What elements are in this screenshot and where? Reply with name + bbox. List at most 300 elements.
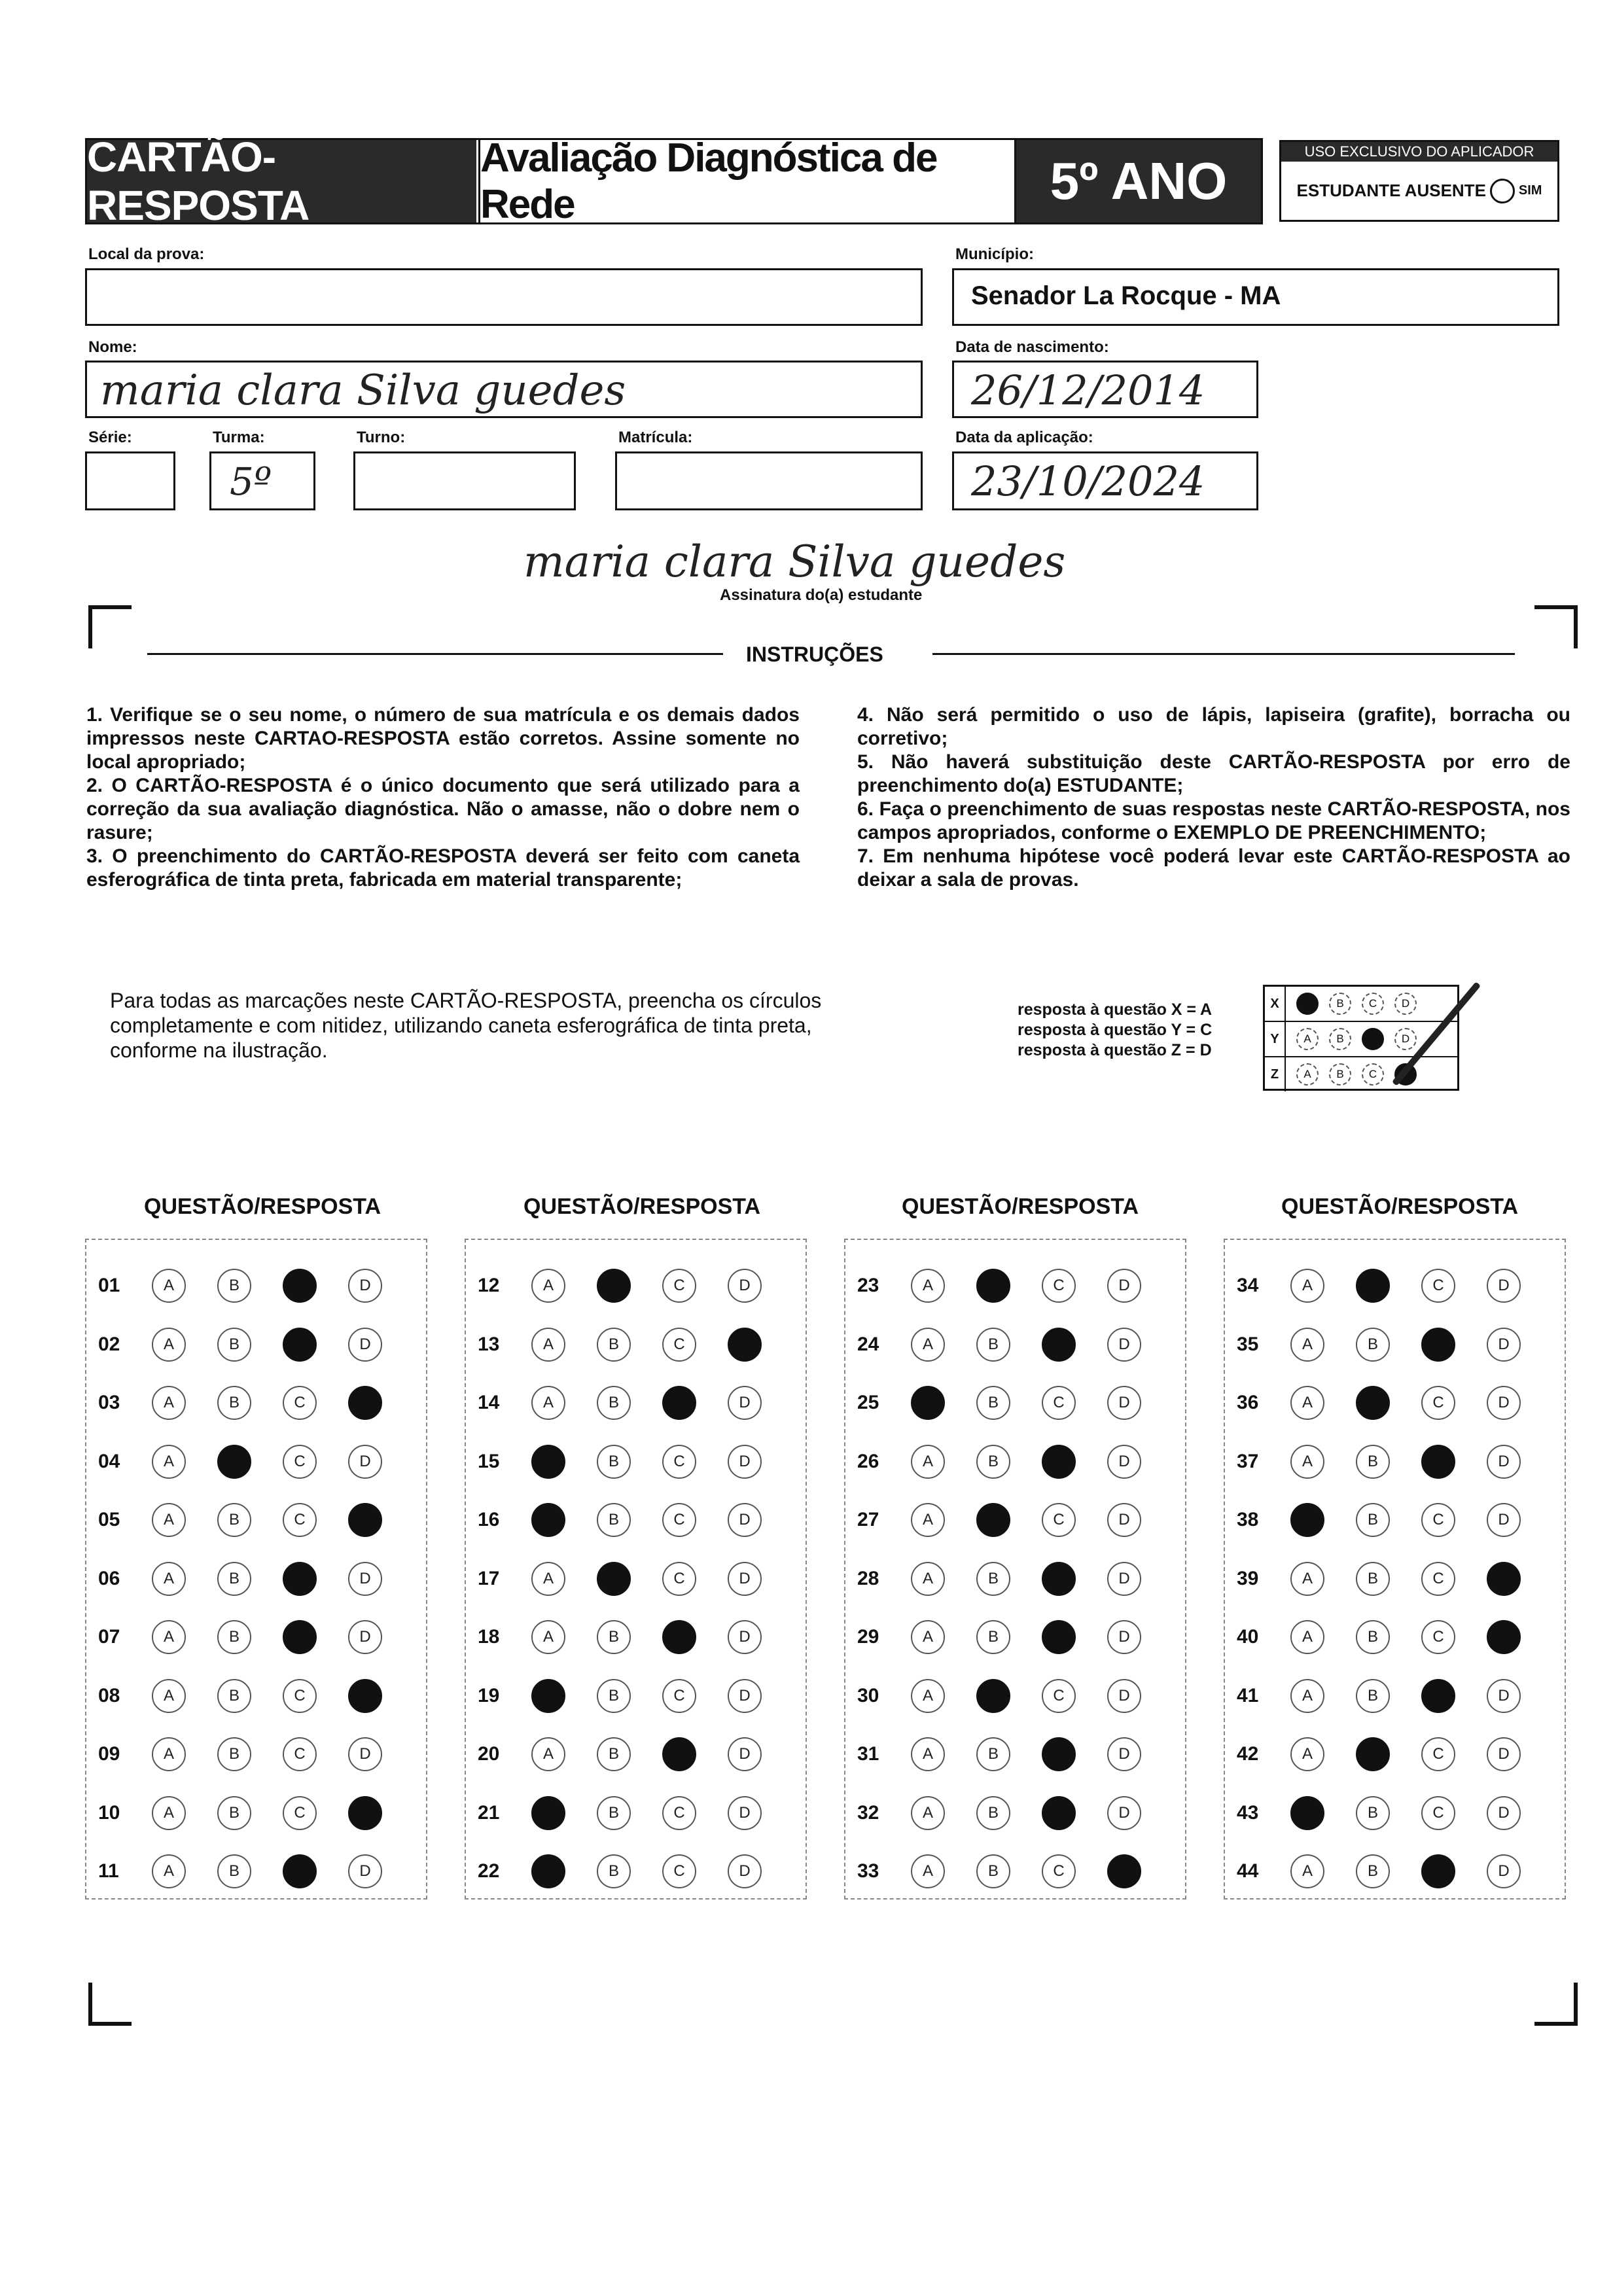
answer-bubble-c[interactable] [662,1620,696,1654]
answer-bubble-d[interactable]: D [728,1386,762,1420]
instruction-item: 4. Não será permitido o uso de lápis, lapiseira (grafite), borracha ou corretivo; [857,704,1570,749]
answer-bubble-a[interactable] [1290,1503,1324,1537]
question-row [1225,1852,1552,1891]
question-row [1225,1793,1552,1833]
answer-bubble-d[interactable]: D [1487,1796,1521,1830]
answer-bubble-d[interactable]: D [348,1854,382,1888]
answer-bubble-a[interactable]: A [152,1269,186,1303]
question-number: 33 [857,1860,879,1882]
instruction-item: 6. Faça o preenchimento de suas respostas neste CARTÃO-RESPOSTA, nos campos apropriados, conforme o EXEMPLO DE PREENCHIMENTO; [857,798,1570,843]
answer-bubble-d[interactable]: D [1107,1445,1141,1479]
answer-bubble-d[interactable]: D [1487,1269,1521,1303]
answer-bubble-d[interactable]: D [1107,1620,1141,1654]
answer-bubble-d[interactable] [728,1328,762,1362]
instruction-item: 1. Verifique se o seu nome, o número de sua matrícula e os demais dados impressos neste CARTAO-RESPOSTA estão corretos. Assine somente no local apropriado; [86,704,800,773]
question-number: 21 [478,1801,500,1824]
question-number: 19 [478,1684,500,1706]
answer-bubble-c[interactable] [662,1737,696,1771]
question-row [845,1559,1173,1598]
answer-bubble-b[interactable]: B [976,1737,1010,1771]
answer-bubble-a[interactable]: A [152,1679,186,1713]
answer-bubble-b[interactable] [976,1269,1010,1303]
answer-bubble-b[interactable]: B [217,1620,251,1654]
answer-bubble-a[interactable]: A [1290,1445,1324,1479]
answer-bubble-d[interactable]: D [1107,1328,1141,1362]
answer-bubble-a[interactable]: A [911,1328,945,1362]
corner-mark-bottom-left [88,1983,132,2026]
answer-bubble-d[interactable] [348,1503,382,1537]
answer-bubble-c[interactable] [1042,1620,1076,1654]
question-row [86,1500,414,1540]
answer-bubble-a[interactable] [531,1854,565,1888]
answer-bubble-a[interactable]: A [911,1562,945,1596]
answer-bubble-b[interactable]: B [597,1445,631,1479]
answer-bubble-c[interactable] [1421,1679,1455,1713]
question-number: 17 [478,1567,500,1589]
answer-bubble-b[interactable] [217,1445,251,1479]
answer-bubble-a[interactable]: A [152,1328,186,1362]
answer-bubble-b[interactable]: B [217,1269,251,1303]
answer-bubble-d[interactable]: D [1487,1328,1521,1362]
question-number: 04 [98,1450,120,1472]
answer-bubble-b[interactable]: B [597,1620,631,1654]
answer-bubble-a[interactable]: A [152,1503,186,1537]
answer-bubble-c[interactable] [283,1328,317,1362]
question-row [845,1852,1173,1891]
answer-bubble-a[interactable]: A [531,1386,565,1420]
question-row [466,1852,793,1891]
question-number: 36 [1237,1392,1259,1413]
municipio-label: Município: [955,245,1034,263]
corner-mark-top-right [1534,605,1578,648]
answer-bubble-d[interactable]: D [728,1562,762,1596]
signature: maria clara Silva guedes [523,537,1066,587]
answer-bubble-c[interactable]: C [1042,1854,1076,1888]
answer-bubble-c[interactable]: C [1421,1562,1455,1596]
question-row [1225,1383,1552,1422]
answer-bubble-d[interactable]: D [348,1269,382,1303]
answer-bubble-b[interactable]: B [976,1854,1010,1888]
answer-bubble-d[interactable]: D [1487,1503,1521,1537]
answer-bubble-b[interactable]: B [217,1386,251,1420]
question-number: 15 [478,1450,500,1472]
instruction-item: 7. Em nenhuma hipótese você poderá levar este CARTÃO-RESPOSTA ao deixar a sala de provas. [857,845,1570,891]
answer-bubble-a[interactable]: A [911,1854,945,1888]
answer-bubble-a[interactable]: A [911,1503,945,1537]
answer-bubble-c[interactable] [1421,1445,1455,1479]
question-row [466,1735,793,1774]
question-number: 38 [1237,1509,1259,1530]
instructions-right [857,703,1570,892]
answer-bubble-b[interactable]: B [597,1386,631,1420]
question-row [845,1266,1173,1305]
municipio-field[interactable] [952,268,1559,326]
question-row [1225,1266,1552,1305]
answer-bubble-d[interactable]: D [348,1620,382,1654]
answer-bubble-a[interactable]: A [531,1620,565,1654]
answer-bubble-d[interactable]: D [1107,1386,1141,1420]
example-legend-line: resposta à questão X = A [1018,1000,1213,1019]
example-legend-line: resposta à questão Y = C [1018,1021,1213,1039]
turno-field[interactable] [353,451,576,510]
answer-bubble-a[interactable]: A [911,1620,945,1654]
answer-bubble-b[interactable] [597,1562,631,1596]
answer-bubble-b[interactable] [1356,1386,1390,1420]
grade-label: 5º ANO [1016,140,1261,222]
answer-bubble-a[interactable] [911,1386,945,1420]
question-row [845,1325,1173,1364]
answer-bubble-d[interactable]: D [728,1445,762,1479]
answer-bubble-d[interactable]: D [1107,1562,1141,1596]
answer-bubble-b[interactable]: B [597,1737,631,1771]
question-row [86,1559,414,1598]
answer-bubble-a[interactable]: A [531,1269,565,1303]
answer-bubble-b[interactable]: B [217,1679,251,1713]
answer-bubble-d[interactable]: D [348,1562,382,1596]
answer-bubble-d[interactable]: D [728,1737,762,1771]
question-row [466,1793,793,1833]
answer-bubble-d[interactable]: D [1487,1854,1521,1888]
example-bubble-a: A [1296,1063,1319,1086]
answer-bubble-d[interactable]: D [1107,1737,1141,1771]
answer-bubble-c[interactable]: C [283,1679,317,1713]
answer-bubble-b[interactable]: B [976,1796,1010,1830]
serie-field[interactable] [85,451,175,510]
question-number: 28 [857,1567,879,1589]
answer-bubble-b[interactable] [1356,1737,1390,1771]
question-number: 22 [478,1860,500,1882]
answer-bubble-d[interactable]: D [728,1503,762,1537]
answer-bubble-d[interactable]: D [1487,1679,1521,1713]
answer-bubble-b[interactable]: B [217,1854,251,1888]
answer-bubble-c[interactable] [1421,1854,1455,1888]
header-bar [85,133,1263,229]
question-number: 20 [478,1743,500,1765]
column-title: QUESTÃO/RESPOSTA [523,1194,761,1219]
answer-bubble-a[interactable]: A [152,1796,186,1830]
question-row [466,1383,793,1422]
answer-bubble-b[interactable]: B [1356,1503,1390,1537]
turma-field[interactable] [209,451,315,510]
signature-label: Assinatura do(a) estudante [720,586,923,604]
answer-bubble-c[interactable]: C [662,1445,696,1479]
applicator-box [1279,140,1559,222]
answer-bubble-d[interactable] [1487,1620,1521,1654]
question-number: 34 [1237,1275,1259,1296]
answer-bubble-b[interactable]: B [217,1503,251,1537]
answer-bubble-a[interactable] [531,1503,565,1537]
question-row [86,1676,414,1716]
answer-bubble-c[interactable] [1042,1737,1076,1771]
example-row-key: X [1265,987,1286,1021]
answer-bubble-a[interactable]: A [1290,1562,1324,1596]
corner-mark-bottom-right [1534,1983,1578,2026]
answer-bubble-c[interactable] [1042,1562,1076,1596]
answer-bubble-c[interactable]: C [662,1503,696,1537]
example-bubble-b: B [1329,1063,1351,1086]
question-row [86,1735,414,1774]
answer-column [465,1239,807,1899]
answer-bubble-c[interactable] [1042,1328,1076,1362]
answer-bubble-a[interactable]: A [531,1562,565,1596]
answer-bubble-c[interactable]: C [1421,1737,1455,1771]
answer-bubble-b[interactable] [976,1679,1010,1713]
absent-yes-label: SIM [1518,183,1542,198]
question-number: 06 [98,1567,120,1589]
question-row [845,1793,1173,1833]
question-number: 35 [1237,1333,1259,1355]
answer-bubble-b[interactable]: B [597,1328,631,1362]
answer-bubble-d[interactable] [1487,1562,1521,1596]
question-number: 08 [98,1684,120,1706]
answer-bubble-a[interactable]: A [1290,1386,1324,1420]
aplicacao-label: Data da aplicação: [955,429,1093,446]
absent-bubble[interactable] [1490,179,1515,203]
question-row [86,1852,414,1891]
answer-bubble-a[interactable]: A [911,1796,945,1830]
example-legend [1018,1000,1212,1061]
answer-bubble-c[interactable]: C [283,1737,317,1771]
answer-bubble-c[interactable]: C [1042,1386,1076,1420]
answer-bubble-b[interactable]: B [976,1620,1010,1654]
example-bubble-d: D [1394,993,1417,1015]
answer-bubble-a[interactable] [531,1445,565,1479]
answer-bubble-a[interactable] [531,1679,565,1713]
nome-value: maria clara Silva guedes [100,366,626,415]
question-number: 01 [98,1275,120,1296]
answer-bubble-b[interactable]: B [597,1503,631,1537]
answer-bubble-d[interactable]: D [1107,1503,1141,1537]
example-row [1265,1057,1457,1091]
answer-bubble-a[interactable]: A [1290,1328,1324,1362]
answer-bubble-d[interactable]: D [728,1796,762,1830]
question-row [466,1266,793,1305]
municipio-value: Senador La Rocque - MA [971,281,1281,310]
answer-column [1224,1239,1566,1899]
answer-bubble-c[interactable] [1421,1328,1455,1362]
answer-bubble-a[interactable]: A [152,1854,186,1888]
answer-bubble-c[interactable]: C [662,1854,696,1888]
answer-bubble-b[interactable]: B [1356,1562,1390,1596]
matricula-field[interactable] [615,451,923,510]
answer-bubble-c[interactable]: C [1042,1503,1076,1537]
answer-bubble-b[interactable] [1356,1269,1390,1303]
answer-bubble-b[interactable]: B [1356,1796,1390,1830]
answer-bubble-b[interactable]: B [1356,1445,1390,1479]
answer-bubble-d[interactable]: D [348,1328,382,1362]
answer-bubble-c[interactable] [662,1386,696,1420]
question-number: 25 [857,1392,879,1413]
instruction-item: 2. O CARTÃO-RESPOSTA é o único documento que será utilizado para a correção da sua avaliação diagnóstica. Não o amasse, não o dobre nem o rasure; [86,775,800,843]
answer-bubble-c[interactable]: C [662,1562,696,1596]
answer-bubble-c[interactable]: C [662,1679,696,1713]
answer-bubble-a[interactable]: A [911,1737,945,1771]
answer-bubble-a[interactable]: A [152,1620,186,1654]
answer-bubble-a[interactable]: A [1290,1620,1324,1654]
question-row [466,1617,793,1657]
answer-bubble-c[interactable]: C [662,1269,696,1303]
answer-bubble-a[interactable]: A [1290,1737,1324,1771]
answer-bubble-c[interactable] [283,1269,317,1303]
answer-bubble-d[interactable]: D [1487,1737,1521,1771]
answer-bubble-b[interactable]: B [597,1854,631,1888]
question-row [86,1793,414,1833]
answer-bubble-b[interactable]: B [976,1562,1010,1596]
question-row [1225,1325,1552,1364]
answer-bubble-c[interactable]: C [662,1328,696,1362]
question-row [1225,1735,1552,1774]
answer-bubble-c[interactable]: C [1421,1269,1455,1303]
question-row [466,1559,793,1598]
local-field[interactable] [85,268,923,326]
answer-bubble-c[interactable]: C [1042,1269,1076,1303]
question-number: 43 [1237,1801,1259,1824]
question-row [845,1617,1173,1657]
nascimento-value: 26/12/2014 [971,366,1205,414]
answer-bubble-b[interactable]: B [217,1737,251,1771]
column-title: QUESTÃO/RESPOSTA [902,1194,1139,1219]
question-number: 07 [98,1626,120,1648]
answer-bubble-a[interactable]: A [1290,1679,1324,1713]
answer-bubble-d[interactable] [348,1679,382,1713]
card-title: CARTÃO-RESPOSTA [87,140,476,222]
question-number: 40 [1237,1626,1259,1648]
nome-label: Nome: [88,338,137,356]
question-row [466,1325,793,1364]
answer-bubble-c[interactable] [1042,1796,1076,1830]
answer-bubble-c[interactable]: C [283,1386,317,1420]
answer-bubble-a[interactable] [531,1796,565,1830]
question-row [86,1266,414,1305]
question-number: 42 [1237,1743,1259,1765]
answer-bubble-a[interactable]: A [911,1679,945,1713]
question-number: 13 [478,1333,500,1355]
answer-bubble-a[interactable] [1290,1796,1324,1830]
answer-bubble-c[interactable]: C [1042,1679,1076,1713]
answer-bubble-d[interactable]: D [1487,1386,1521,1420]
question-row [845,1735,1173,1774]
answer-bubble-c[interactable]: C [283,1503,317,1537]
answer-bubble-c[interactable]: C [662,1796,696,1830]
matricula-label: Matrícula: [618,429,693,446]
answer-bubble-c[interactable] [283,1620,317,1654]
answer-bubble-b[interactable] [976,1503,1010,1537]
question-number: 10 [98,1801,120,1824]
instructions-rule-left [147,653,723,655]
answer-bubble-d[interactable] [348,1386,382,1420]
question-number: 14 [478,1392,500,1413]
question-number: 03 [98,1392,120,1413]
question-row [86,1383,414,1422]
question-number: 12 [478,1275,500,1296]
answer-bubble-c[interactable] [1042,1445,1076,1479]
answer-bubble-b[interactable]: B [217,1796,251,1830]
answer-bubble-b[interactable]: B [597,1679,631,1713]
question-number: 23 [857,1275,879,1296]
column-title: QUESTÃO/RESPOSTA [1281,1194,1519,1219]
question-row [1225,1500,1552,1540]
question-row [845,1676,1173,1716]
answer-bubble-b[interactable]: B [217,1562,251,1596]
answer-bubble-b[interactable]: B [976,1386,1010,1420]
answer-bubble-d[interactable]: D [1107,1679,1141,1713]
answer-bubble-b[interactable]: B [1356,1679,1390,1713]
answer-bubble-c[interactable]: C [1421,1503,1455,1537]
answer-bubble-a[interactable]: A [152,1562,186,1596]
answer-bubble-d[interactable]: D [348,1737,382,1771]
answer-bubble-d[interactable]: D [728,1854,762,1888]
answer-bubble-a[interactable]: A [1290,1854,1324,1888]
answer-bubble-a[interactable]: A [152,1737,186,1771]
answer-bubble-a[interactable]: A [911,1269,945,1303]
answer-bubble-d[interactable]: D [1487,1445,1521,1479]
answer-bubble-c[interactable]: C [1421,1620,1455,1654]
answer-bubble-d[interactable]: D [348,1445,382,1479]
serie-label: Série: [88,429,132,446]
aplicacao-field[interactable] [952,451,1258,510]
answer-bubble-c[interactable] [283,1562,317,1596]
answer-bubble-d[interactable] [1107,1854,1141,1888]
answer-bubble-d[interactable] [348,1796,382,1830]
answer-bubble-d[interactable]: D [1107,1269,1141,1303]
example-bubble-a: A [1296,1028,1319,1050]
answer-bubble-b[interactable]: B [1356,1620,1390,1654]
turma-value: 5º [230,459,272,504]
nascimento-field[interactable] [952,361,1258,418]
answer-bubble-c[interactable]: C [1421,1796,1455,1830]
question-row [466,1676,793,1716]
answer-bubble-b[interactable]: B [217,1328,251,1362]
example-row-key: Z [1265,1057,1286,1091]
answer-bubble-b[interactable]: B [976,1445,1010,1479]
instruction-item: 3. O preenchimento do CARTÃO-RESPOSTA deverá ser feito com caneta esferográfica de tinta preta, fabricada em material transparente; [86,845,800,891]
instruction-item: 5. Não haverá substituição deste CARTÃO-RESPOSTA por erro de preenchimento do(a) ESTUDANTE; [857,751,1570,796]
answer-bubble-d[interactable]: D [728,1620,762,1654]
example-legend-line: resposta à questão Z = D [1018,1041,1212,1059]
answer-bubble-c[interactable]: C [1421,1386,1455,1420]
answer-bubble-b[interactable]: B [976,1328,1010,1362]
turno-label: Turno: [357,429,406,446]
answer-bubble-a[interactable]: A [152,1386,186,1420]
answer-bubble-b[interactable]: B [597,1796,631,1830]
fill-instructions: Para todas as marcações neste CARTÃO-RESPOSTA, preencha os círculos completamente e com nitidez, utilizando caneta esferográfica de tinta preta, conforme na ilustração. [110,989,822,1062]
question-row [1225,1559,1552,1598]
question-row [86,1617,414,1657]
answer-bubble-a[interactable]: A [531,1737,565,1771]
answer-bubble-d[interactable]: D [728,1269,762,1303]
answer-bubble-a[interactable]: A [531,1328,565,1362]
absent-label: ESTUDANTE AUSENTE [1296,181,1486,200]
example-row-key: Y [1265,1022,1286,1056]
answer-bubble-c[interactable] [283,1854,317,1888]
answer-bubble-c[interactable]: C [283,1445,317,1479]
answer-bubble-d[interactable]: D [728,1679,762,1713]
nome-field[interactable] [85,361,923,418]
answer-bubble-b[interactable]: B [1356,1328,1390,1362]
answer-bubble-b[interactable]: B [1356,1854,1390,1888]
question-row [466,1442,793,1481]
answer-bubble-a[interactable]: A [911,1445,945,1479]
question-number: 02 [98,1333,120,1355]
answer-bubble-d[interactable]: D [1107,1796,1141,1830]
question-row [466,1500,793,1540]
example-bubble-b: B [1329,1028,1351,1050]
answer-bubble-a[interactable]: A [152,1445,186,1479]
question-number: 31 [857,1743,879,1765]
answer-bubble-c[interactable]: C [283,1796,317,1830]
answer-bubble-a[interactable]: A [1290,1269,1324,1303]
answer-bubble-b[interactable] [597,1269,631,1303]
